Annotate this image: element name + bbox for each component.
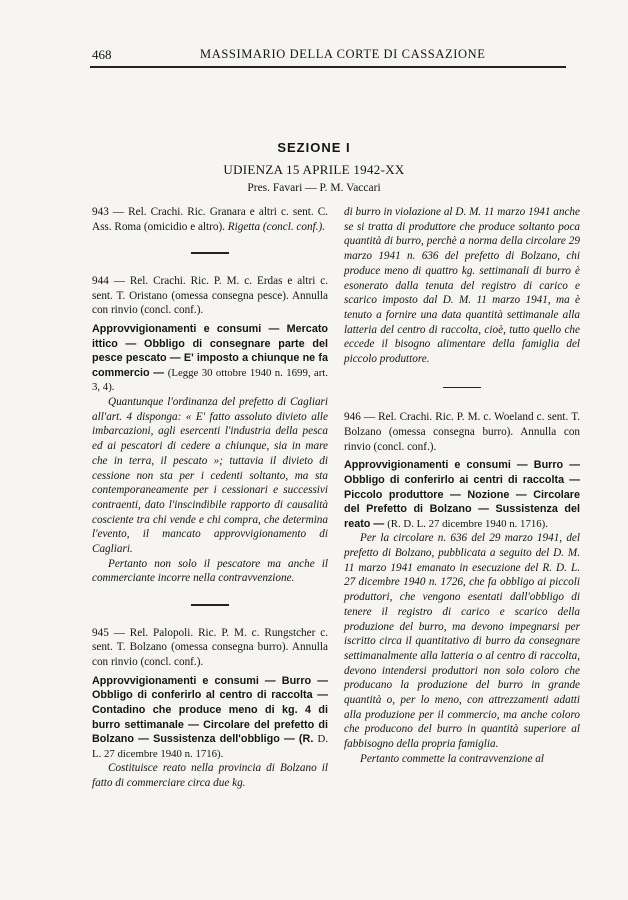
entry-946-conclusion: Pertanto commette la contravvenzione al	[360, 752, 544, 765]
entry-945-summary: Approvvigionamenti e consumi — Burro — Obbligo di conferirlo al centro di raccolta — Contadino che produce meno di kg. 4 di burro settimanale — Circolare del prefetto di Bolzano — Sussistenza dell'obbligo — (R. D. L. 27 dicembre 1940 n. 1716).	[92, 674, 329, 760]
page-number: 468	[92, 47, 112, 62]
section-title: SEZIONE I	[277, 140, 351, 155]
entry-944-conclusion: Pertanto non solo il pescatore ma anche il commerciante incorre nella contravvenzione.	[92, 557, 329, 585]
entry-946	[344, 410, 580, 766]
entry-945-body: Costituisce reato nella provincia di Bolzano il fatto di commerciare circa due kg.	[92, 762, 328, 789]
hearing-date: UDIENZA 15 APRILE 1942-XX	[223, 162, 405, 177]
left-column	[92, 205, 328, 791]
entry-944	[92, 274, 328, 586]
presidency-line: Pres. Favari — P. M. Vaccari	[247, 182, 381, 194]
entry-945	[92, 626, 328, 791]
running-title: MASSIMARIO DELLA CORTE DI CASSAZIONE	[200, 47, 486, 61]
entry-946-summary: Approvvigionamenti e consumi — Burro — Obbligo di conferirlo ai centri di raccolta — Piccolo produttore — Nozione — Circolare del Prefetto di Bolzano — Sussistenza del reato — (R. D. L. 27 dicembre 1940 n. 1716).	[344, 459, 581, 530]
entry-945-body-continued: di burro in violazione al D. M. 11 marzo 1941 anche se si tratta di produttore che produce soltanto poca quantità di burro, perchè a norma della circolare 29 marzo 1941 n. 636 del prefetto di Bolzano, chi produce meno di quattro kg. settimanali di burro è esonerato dalla tenuta del registro di carico e scarico imposto dal D. M. 11 marzo 1941, ma è tenuto a fornire una data quantità settimanale alla latteria del centro di raccolta, cioè, tutto quello che eccede il bisogno alimentare della famiglia del piccolo produttore.	[344, 206, 581, 366]
entry-946-body: Per la circolare n. 636 del 29 marzo 1941, del prefetto di Bolzano, pubblicata a seguito del D. M. 11 marzo 1941 emanato in esecuzione del R. D. L. 27 dicembre 1940 n. 1726, che fa obbligo ai piccoli produttori, che vengono esentati dall'obbligo di tenere il registro di carico e scarico della produzione del burro, ma devono impegnarsi per iscritto circa il quantitativo di burro da consegnare settimanalmente alla latteria o al centro di raccolta, devono intendersi produttori non solo coloro che producano la produzione del burro in grande quantità o, per lo meno, con attrezzamenti adatti alla produzione per il commercio, ma anche coloro che producono del burro in quantità superiore al fabbisogno della propria famiglia.	[344, 532, 581, 751]
entry-943	[92, 205, 328, 234]
header-rule	[90, 66, 566, 68]
separator-rule	[191, 604, 229, 606]
entry-946-header: 946 — Rel. Crachi. Ric. P. M. c. Woeland c. sent. T. Bolzano (omessa consegna burro). Annulla con rinvio (concl. conf.).	[344, 411, 581, 453]
entry-945-continued	[344, 205, 580, 367]
separator-rule	[443, 387, 481, 389]
entry-944-header: 944 — Rel. Crachi. Ric. P. M. c. Erdas e altri c. sent. T. Oristano (omessa consegna pesce). Annulla con rinvio (concl. conf.).	[92, 274, 329, 317]
entry-944-summary: Approvvigionamenti e consumi — Mercato ittico — Obbligo di consegnare parte del pesce pescato — E' imposto a chiunque ne fa commercio — (Legge 30 ottobre 1940 n. 1699, art. 3, 4).	[92, 323, 329, 394]
separator-rule	[191, 252, 229, 254]
entry-943-header: 943 — Rel. Crachi. Ric. Granara e altri c. sent. C. Ass. Roma (omicidio e altro). Rigetta (concl. conf.).	[92, 206, 329, 233]
entry-944-body: Quantunque l'ordinanza del prefetto di Cagliari all'art. 4 disponga: « E' fatto assoluto divieto alle imbarcazioni, agli esercenti l'industria della pesca ed ai pescatori di cedere a chiunque, sia in mare che in terra, il pescato »; tuttavia il divieto di cessione non sta per i cedenti soltanto, ma sta contemporaneamente per i cessionari e successivi contraenti, dato l'inscindibile rapporto di causalità cosciente tra chi vende e chi compra, che determina l'evento, il mancato approvvigionamento di Cagliari.	[92, 395, 329, 556]
right-column	[344, 205, 580, 767]
entry-945-header: 945 — Rel. Palopoli. Ric. P. M. c. Rungstcher c. sent. T. Bolzano (omessa consegna burro). Annulla con rinvio (concl. conf.).	[92, 626, 328, 669]
